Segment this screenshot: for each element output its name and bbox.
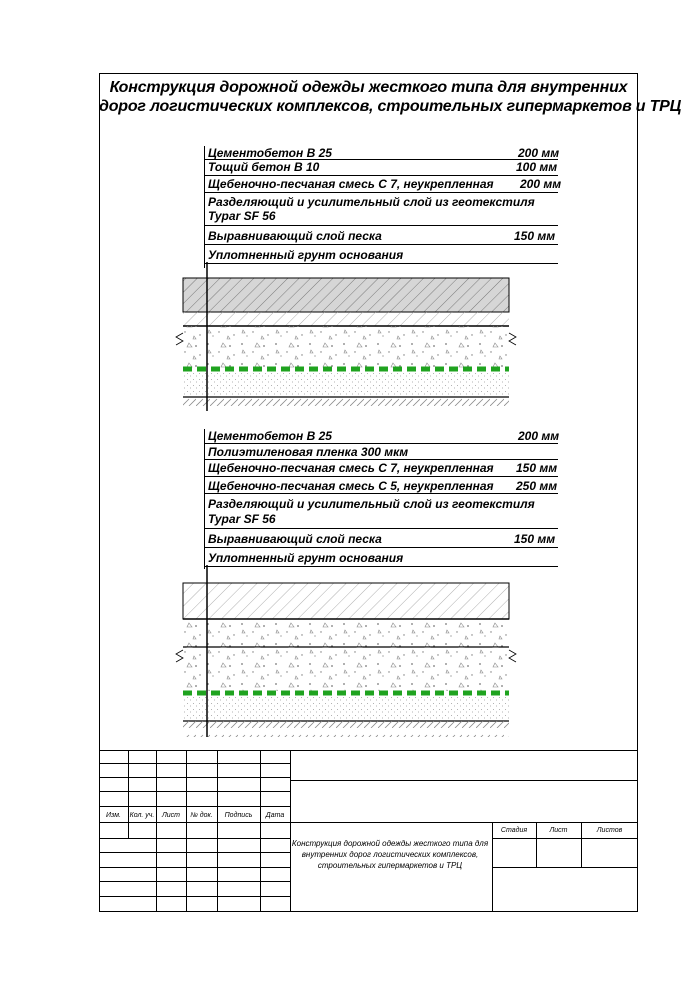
layer-thickness: 200 мм [518,146,560,160]
layer-thickness: 100 мм [516,160,558,174]
layer-lean-concrete [183,312,509,326]
column-header: Подпись [224,812,253,819]
column-header: Изм. [106,812,121,819]
layer-label-line2: Typar SF 56 [208,512,276,526]
layer-gravel-c7 [183,621,509,647]
layer-thickness: 200 мм [518,429,560,443]
layer-thickness: 250 мм [516,479,558,493]
layer-thickness: 150 мм [514,532,556,546]
column-header: Дата [265,812,285,819]
layer-label: Тощий бетон В 10 [208,160,320,174]
layer-label: Цементобетон В 25 [208,146,332,160]
layer-label: Уплотненный грунт основания [208,551,404,565]
layer-label: Разделяющий и усилительный слой из геотекстиля [208,497,535,511]
column-header: Кол. уч. [129,812,155,819]
sheets-header: Листов [596,827,623,834]
layer-label: Выравнивающий слой песка [208,229,382,243]
layer-thickness: 150 мм [514,229,556,243]
stamp-description: Конструкция дорожной одежды жесткого типа для внутренних дорог логистических комплексов, строительных гипермаркетов и ТРЦ [291,839,489,870]
layer-sand [183,372,509,396]
layer-label: Уплотненный грунт основания [208,248,404,262]
layer-label: Цементобетон В 25 [208,429,332,443]
section1-drawing [176,262,516,411]
layer-label: Выравнивающий слой песка [208,532,382,546]
title-line-2: дорог логистических комплексов, строительных гипермаркетов и ТРЦ [99,98,682,115]
column-header: Лист [161,812,181,819]
layer-concrete [183,278,509,312]
layer-subgrade [183,397,509,411]
layer-concrete [183,583,509,619]
layer-thickness: 200 мм [520,177,562,191]
sheet-header: Лист [549,827,568,834]
layer-gravel-c5 [183,647,509,691]
layer-label: Полиэтиленовая пленка 300 мкм [208,445,409,459]
stage-header: Стадия [500,827,528,834]
layer-subgrade [183,721,509,737]
layer-label: Щебеночно-песчаная смесь С 7, неукрепленная [208,461,494,475]
column-header: № док. [190,812,213,819]
section2-drawing [176,565,516,737]
layer-label: Разделяющий и усилительный слой из геотекстиля [208,195,535,209]
layer-thickness: 150 мм [516,461,558,475]
title-line-1: Конструкция дорожной одежды жесткого типа для внутренних [109,79,628,96]
layer-gravel [183,326,509,368]
title-block [99,750,638,912]
layer-sand [183,696,509,720]
layer-label-line2: Typar SF 56 [208,209,276,223]
layer-label: Щебеночно-песчаная смесь С 5, неукрепленная [208,479,494,493]
layer-label: Щебеночно-песчаная смесь С 7, неукрепленная [208,177,494,191]
